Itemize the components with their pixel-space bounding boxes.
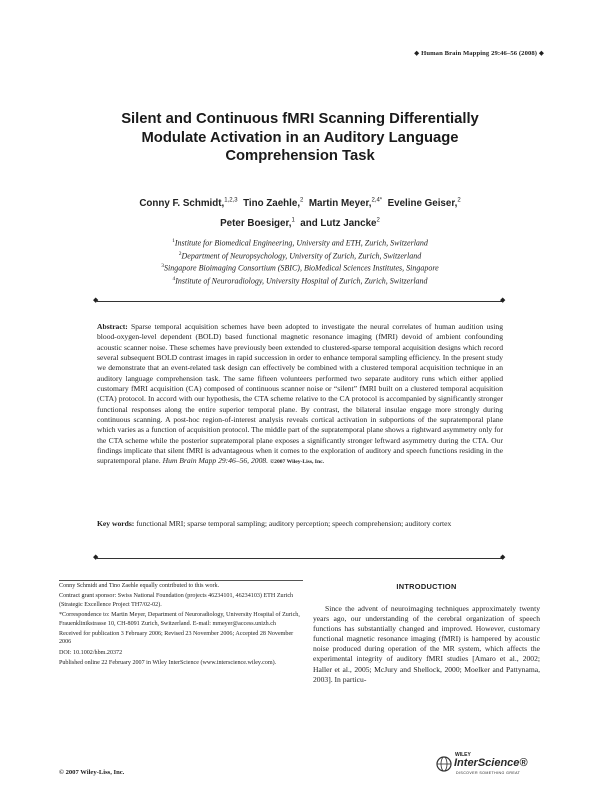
- bullet-icon: ◆: [538, 50, 544, 57]
- wiley-interscience-logo: [436, 751, 546, 781]
- footnote: Received for publication 3 February 2006; Revised 23 November 2006; Accepted 28 November 2006: [59, 631, 294, 646]
- footnote: DOI: 10.1002/hbm.20372: [59, 649, 123, 656]
- title-line: Silent and Continuous fMRI Scanning Differentially: [121, 111, 479, 127]
- page-copyright: © 2007 Wiley-Liss, Inc.: [59, 769, 125, 776]
- author: and Lutz Jancke$^2$: [300, 217, 380, 230]
- affiliation: $^3$Singapore Bioimaging Consortium (SBIC), BioMedical Sciences Institutes, Singapore: [161, 263, 439, 273]
- bullet-icon: ◆: [414, 50, 420, 57]
- author: Conny F. Schmidt,$^{1,2,3}$: [139, 198, 238, 210]
- affiliation: $^1$Institute for Biomedical Engineering, University and ETH, Zurich, Switzerland: [172, 238, 428, 248]
- footnote: *Correspondence to: Martin Meyer, Department of Neuroradiology, University Hospital of Zurich, Frauenklinikstrasse 10, CH-8091 Zurich, Switzerland. E-mail: mmeyer@access.unizh.ch: [59, 612, 300, 627]
- author-list: [60, 193, 540, 233]
- diamond-icon: ◆: [500, 553, 506, 561]
- abstract-label: Abstract:: [97, 322, 128, 331]
- affiliation: $^4$Institute of Neuroradiology, University Hospital of Zurich, Zurich, Switzerland: [172, 275, 428, 286]
- diamond-icon: ◆: [93, 296, 99, 304]
- footnote: Contract grant sponsor: Swiss National Foundation (projects 46234101, 46234103) ETH Zurich (Strategic Excellence Project TH7/02-02).: [59, 593, 294, 608]
- abstract-text: Sparse temporal acquisition schemes have been adopted to investigate the neural correlates of human audition using blood-oxygen-level dependent (BOLD) based functional magnetic resonance imaging (fMRI) devoid of ambient confounding acoustic scanner noise. These schemes have previously been extended to clustered-sparse temporal acquisition designs which record several subsequent BOLD contrast images in rapid succession in order to enhance temporal sampling efficiency. In the present study we demonstrate that an event-related task design can effectively be combined with a clustered temporal acquisition technique in an auditory language comprehension task. The same fifteen volunteers performed two separate auditory runs which either applied customary fMRI acquisition (CA) composed of continuous scanner noise or “silent” fMRI built on a clustered temporal acquisition (CTA) protocol. In accord with our hypothesis, the CTA scheme relative to the CA protocol is accompanied by significantly stronger functional responses along the entire superior temporal plane. By contrast, the bilateral insulae engage more strongly during continuous scanning. A post-hoc region-of-interest analysis reveals cortical activation in subportions of the supratemporal plane which varies as a function of acquisition protocol. The middle part of the supratemporal plane shows a rightward asymmetry only for the CTA scheme while the posterior supratemporal plane exposes a significantly stronger leftward asymmetry during the CTA. Our findings implicate that silent fMRI is advantageous when it comes to the exploration of auditory and speech functions residing in the supratemporal plane.: [97, 322, 503, 466]
- section-rule: [97, 301, 503, 302]
- logo-publisher: WILEY: [455, 752, 471, 758]
- author-line: [60, 193, 540, 213]
- author: Eveline Geiser,$^2$: [387, 198, 461, 210]
- abstract-copyright: ©2007 Wiley-Liss, Inc.: [269, 459, 324, 466]
- footnote: Conny Schmidt and Tino Zaehle equally contributed to this work.: [59, 583, 220, 589]
- abstract-citation: Hum Brain Mapp 29:46–56, 2008.: [162, 456, 269, 466]
- section-rule: [97, 558, 503, 559]
- globe-icon: [436, 756, 452, 772]
- author: Martin Meyer,$^{2,4*}$: [308, 198, 383, 210]
- paper-title: [60, 110, 540, 166]
- footnote-rule: [59, 580, 303, 581]
- title-line: Modulate Activation in an Auditory Language: [141, 129, 459, 146]
- author: Peter Boesiger,$^1$: [220, 217, 295, 230]
- keywords: [97, 519, 503, 529]
- journal-header: [414, 49, 544, 57]
- logo-brand: InterScience®: [454, 757, 528, 769]
- footnote: Published online 22 February 2007 in Wiley InterScience (www.interscience.wiley.com).: [59, 660, 277, 667]
- abstract: [97, 322, 503, 468]
- keywords-label: Key words:: [97, 519, 135, 528]
- introduction-text: Since the advent of neuroimaging techniques approximately twenty years ago, our understanding of the cerebral organization of speech functions has substantially changed and improved. However, customary functional magnetic resonance imaging (fMRI) is hampered by acoustic noise produced during operation of the MR system, which affects the experimental integrity of auditory fMRI studies [Amaro et al., 2002; Haller et al., 2005; McJury and Shellock, 2000; Moelker and Pattynama, 2003]. In particu-: [313, 604, 540, 684]
- affiliation: $^2$Department of Neuropsychology, University of Zurich, Zurich, Switzerland: [178, 250, 422, 261]
- author: Tino Zaehle,$^2$: [243, 198, 304, 210]
- diamond-icon: ◆: [93, 553, 99, 561]
- title-line: Comprehension Task: [225, 148, 375, 164]
- author-line: [60, 213, 540, 233]
- diamond-icon: ◆: [500, 296, 506, 304]
- keywords-text: functional MRI; sparse temporal sampling; auditory perception; speech comprehension; auditory cortex: [136, 519, 452, 528]
- journal-citation: Human Brain Mapping 29:46–56 (2008): [421, 50, 538, 57]
- logo-tagline: DISCOVER SOMETHING GREAT: [456, 771, 521, 775]
- footnotes: [59, 582, 303, 670]
- section-heading: INTRODUCTION: [396, 582, 457, 591]
- affiliations: [60, 236, 540, 287]
